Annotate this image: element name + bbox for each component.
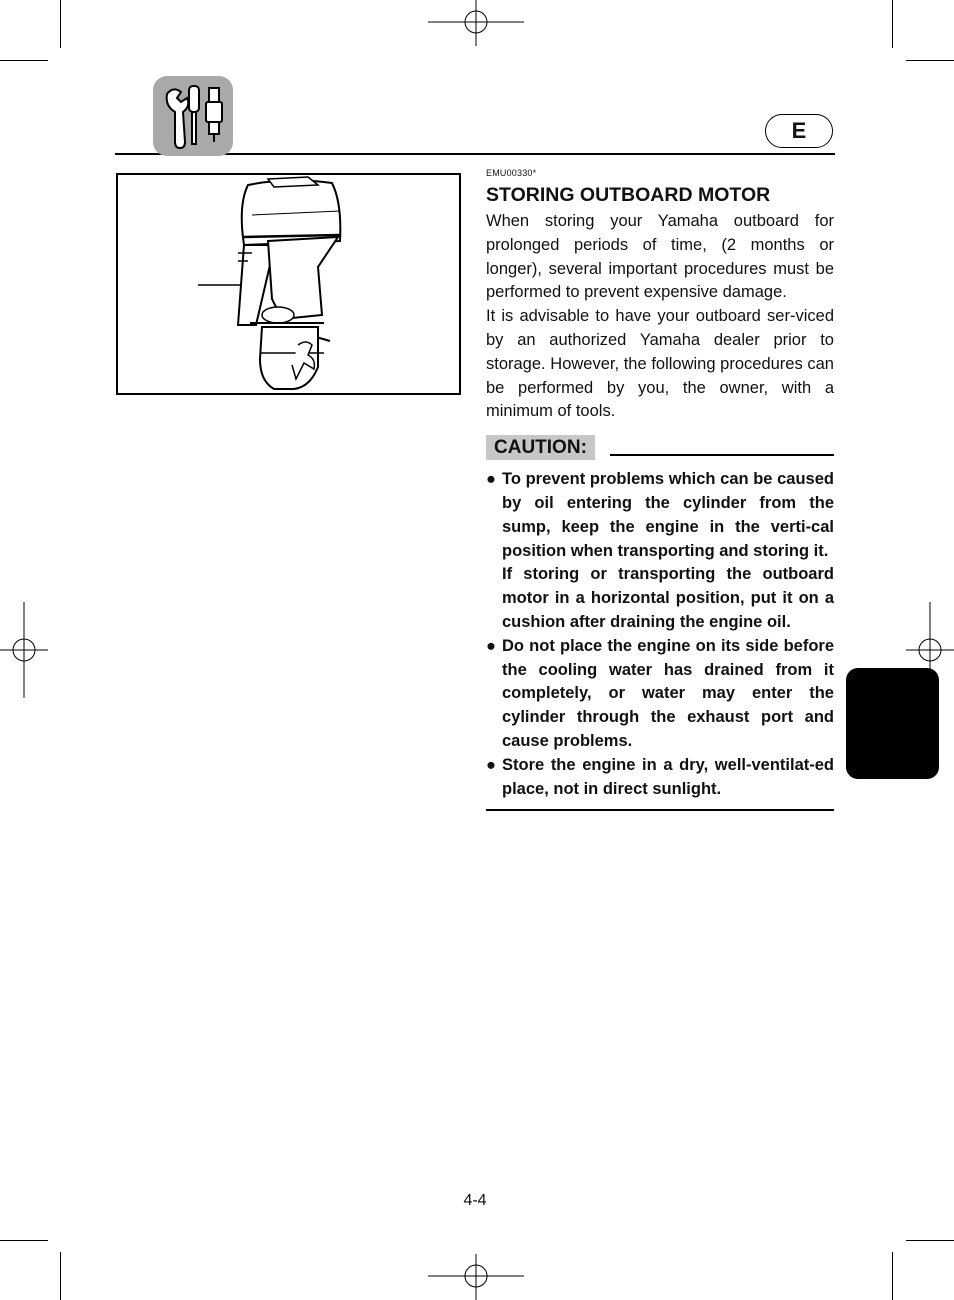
caution-label: CAUTION: [486,435,595,460]
crop-mark [60,1252,61,1300]
registration-mark-left [0,602,48,698]
caution-header [486,432,834,462]
language-badge: E [765,114,833,148]
crop-mark [60,0,61,48]
intro-paragraph: When storing your Yamaha outboard for prolonged periods of time, (2 months or longer), several important procedures must be performed to prevent expensive damage. [486,212,834,302]
registration-mark-top [428,0,524,48]
bullet-icon: ● [486,470,496,489]
caution-item-text: To prevent problems which can be caused by oil entering the cylinder from the sump, keep the engine in the verti-cal position when transporting and storing it. [502,470,834,560]
crop-mark [906,1240,954,1241]
crop-mark [906,60,954,61]
chapter-side-tab [846,668,939,779]
bullet-icon: ● [486,636,496,655]
bullet-icon: ● [486,755,496,774]
caution-rule [610,454,834,456]
section-code: EMU00330* [486,168,537,178]
caution-item-text: Store the engine in a dry, well-ventilat-ed place, not in direct sunlight. [502,755,834,798]
crop-mark [892,1252,893,1300]
advice-paragraph: It is advisable to have your outboard ser-viced by an authorized Yamaha dealer prior to storage. However, the following procedures can be performed by you, the owner, with a minimum of tools. [486,307,834,421]
page-number: 4-4 [463,1192,487,1209]
crop-mark [0,60,48,61]
list-item [486,754,834,802]
caution-list [486,468,834,801]
crop-mark [0,1240,48,1241]
storage-section [486,168,834,811]
caution-item-text: Do not place the engine on its side before the cooling water has drained from it completely, or water may enter the cylinder through the exhaust port and cause problems. [502,636,834,750]
outboard-motor-illustration [116,173,461,395]
list-item [486,468,834,635]
section-title: STORING OUTBOARD MOTOR [486,184,771,206]
caution-item-subtext: If storing or transporting the outboard motor in a horizontal position, put it on a cushion after draining the engine oil. [502,565,834,631]
caution-end-rule [486,809,834,811]
list-item [486,635,834,754]
registration-mark-bottom [428,1252,524,1300]
tools-wrench-spark-plug-icon [153,76,233,156]
crop-mark [892,0,893,48]
